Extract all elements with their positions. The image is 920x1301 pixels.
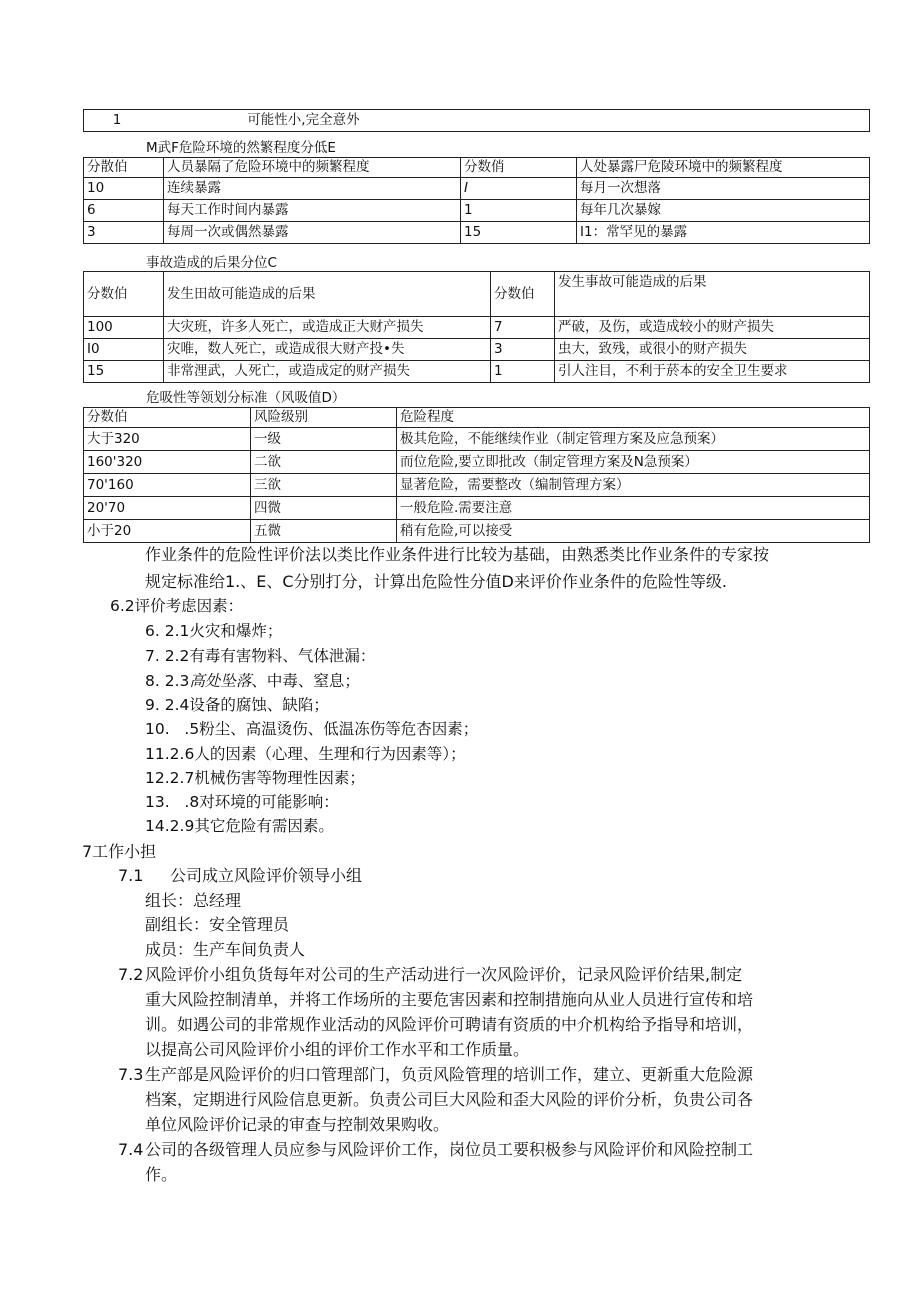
section-7-2-line: 以提高公司风险评价小组的评价工作水平和工作质量。 [145,1040,530,1059]
table-cell: 显著危险，需要整改（编制管理方案） [397,474,870,497]
leader-line: 组长：总经理 [145,891,242,910]
table-cell: I0 [84,339,164,361]
risk-level-table [83,407,870,543]
table-row [84,178,870,200]
table-cell: 15 [84,361,164,383]
table-cell: 连续暴露 [164,178,461,200]
list-item [145,745,466,764]
table-row [84,317,870,339]
table-e-caption: M武F危险环境的然繁程度分低E [146,140,336,156]
item-text: 有毒有害物料、气体泄漏： [189,647,376,665]
column-header: 分数伯 [84,408,251,428]
item-text: 对环境的可能影响： [199,793,339,811]
item-text: 设备的腐蚀、缺陷； [189,696,329,714]
table-cell: 7 [491,317,555,339]
section-7-2-number: 7.2 [118,965,144,984]
item-text: 其它危险有需因素。 [194,817,334,835]
table-row [84,222,870,244]
table-cell: 五微 [251,520,397,543]
list-item [145,769,365,788]
column-header: 分散伯 [84,158,164,178]
table-header-row [84,408,870,428]
table-cell: 10 [84,178,164,200]
table-cell: 1 [461,200,577,222]
section-7-1-title: 公司成立风险评价领导小组 [170,866,363,885]
item-number: 7. 2.2 [145,647,190,665]
item-text: 人的因素（心理、生理和行为因素等）； [194,745,466,763]
table-cell: 每天工作时间内暴露 [164,200,461,222]
table-c-caption: 事故造成的后果分位C [146,255,277,271]
table-cell: I [461,178,577,200]
table-cell: 三欲 [251,474,397,497]
section-7-4-number: 7.4 [118,1140,144,1159]
item-text-italic: 高处坠落 [189,672,252,690]
table-cell: 160'320 [84,451,251,474]
table-cell: 一般危险.需要注意 [397,497,870,520]
item-text: 粉尘、高温烫伤、低温冻伤等危杏因素； [199,720,479,738]
column-header: 分数伯 [84,272,164,317]
table-row [84,339,870,361]
table-cell: 6 [84,200,164,222]
table-cell: 每年几次暴嫁 [577,200,870,222]
item-text: 机械伤害等物理性因素； [194,769,365,787]
list-item [145,647,375,666]
section-7-2-line: 训。如遇公司的非常规作业活动的风险评价可聘请有资质的中介机构给予指导和培训， [145,1015,754,1034]
column-header: 发生事故可能造成的后果 [555,272,870,317]
deputy-leader-line: 副组长：安全管理员 [145,915,290,934]
table-row [84,497,870,520]
table-cell: 每周一次或偶然暴露 [164,222,461,244]
list-item [145,622,282,641]
table-cell: 严破，及伤，或造成较小的财产损失 [555,317,870,339]
section-7-2-line: 重大风险控制清单，并将工作场所的主要危害因素和控制措施向从业人员进行宣传和培 [145,990,754,1009]
table-header-row [84,272,870,317]
item-number: 13. .8 [145,793,200,811]
table-cell: 小于20 [84,520,251,543]
list-item [145,696,329,715]
table-d-caption: 危吸性等领划分标准（风吸值D） [146,390,346,406]
table-row [84,451,870,474]
table-cell: 虫大，致残，或很小的财产损失 [555,339,870,361]
table-cell: 稍有危险,可以接受 [397,520,870,543]
table-cell: 100 [84,317,164,339]
section-7-3-line: 单位风险评价记录的审查与控制效果购收。 [145,1115,450,1134]
table-row [84,520,870,543]
table-cell: 3 [84,222,164,244]
table-cell: 每月一次想落 [577,178,870,200]
item-number: 11.2.6 [145,745,195,763]
item-number: 14.2.9 [145,817,195,835]
table-header-row [84,158,870,178]
list-item [145,720,478,739]
table-cell: 非常浬武，人死亡，或造成定的财产损失 [164,361,491,383]
description-value: 可能性小,完全意外 [247,112,360,129]
table-cell: I1：常罕见的暴露 [577,222,870,244]
column-header: 危险程度 [397,408,870,428]
table-cell: 3 [491,339,555,361]
table-cell: 极其危险，不能继续作业（制定管理方案及应急预案） [397,428,870,451]
table-cell: 而位危险,要立即批改（制定管理方案及N急预案） [397,451,870,474]
section-7-2-line: 风险评价小组负货每年对公司的生产活动进行一次风险评价，记录风险评价结果,制定 [145,965,743,984]
table-cell: 二欲 [251,451,397,474]
item-number: 6. 2.1 [145,622,190,640]
consequence-table [83,271,870,383]
section-7-3-line: 档案，定期进行风险信息更新。负责公司巨大风险和歪大风险的评价分析，负贵公司各 [145,1090,754,1109]
intro-line-1: 作业条件的危险性评价法以类比作业条件进行比较为基础，由熟悉类比作业条件的专家按 [145,545,770,564]
table-cell: 四微 [251,497,397,520]
table-cell: 1 [491,361,555,383]
table-row [84,200,870,222]
list-item [145,793,339,812]
section-6-2-title: 6.2评价考虑因素： [110,597,244,615]
section-7-4-line: 作。 [145,1165,178,1184]
table-cell [84,110,870,132]
table-cell: 一级 [251,428,397,451]
item-number: 10. .5 [145,720,200,738]
table-row [84,361,870,383]
intro-line-2: 规定标准给1.、E、C分别打分，计算出危险性分值D来评价作业条件的危险性等级. [145,572,727,591]
exposure-frequency-table [83,157,870,244]
score-value: 1 [112,112,122,129]
section-7-title: 7工作小担 [82,842,157,861]
column-header: 发生田故可能造成的后果 [164,272,491,317]
section-7-4-line: 公司的各级管理人员应参与风险评价工作，岗位员工要积极参与风险评价和风险控制工 [145,1140,754,1159]
column-header: 分数俏 [461,158,577,178]
likelihood-last-row-table [83,109,870,132]
table-cell: 大于320 [84,428,251,451]
table-cell: 70'160 [84,474,251,497]
members-line: 成员：生产车间负责人 [145,940,306,959]
table-cell: 20'70 [84,497,251,520]
table-cell: 引人注目，不利于菸本的安全卫生要求 [555,361,870,383]
item-text: 、中毒、窒息； [251,672,360,690]
list-item [145,817,334,836]
section-7-3-number: 7.3 [118,1065,144,1084]
section-7-1-number: 7.1 [118,866,144,885]
column-header: 风险级别 [251,408,397,428]
item-number: 8. 2.3 [145,672,190,690]
table-row [84,110,870,132]
list-item [145,672,360,691]
table-cell: 灾唯，数人死亡，或造成很大财产投•失 [164,339,491,361]
column-header: 人员暴隔了危险环境中的频繁程度 [164,158,461,178]
table-cell: 大灾班，许多人死亡，或造成正大财产损失 [164,317,491,339]
section-7-3-line: 生产部是风险评价的归口管理部门，负贡风险管理的培训工作，建立、更新重大危险源 [145,1065,754,1084]
item-number: 12.2.7 [145,769,195,787]
column-header: 分数伯 [491,272,555,317]
table-row [84,474,870,497]
table-cell: 15 [461,222,577,244]
column-header: 人处暴露尸危陵环境中的频繁程度 [577,158,870,178]
table-row [84,428,870,451]
item-text: 火灾和爆炸； [189,622,283,640]
item-number: 9. 2.4 [145,696,190,714]
